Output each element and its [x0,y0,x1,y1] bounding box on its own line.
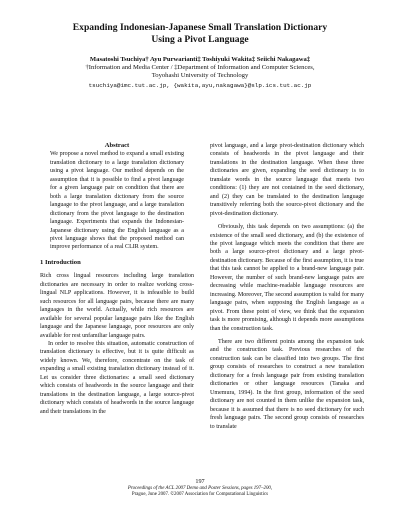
right-paragraph-1: pivot language, and a large pivot-destination dictionary which consists of headwords in the pivot language and their translations in the destination language. When these three dictionaries are given, expanding the seed dictionary is to translate words in the source language that meets two conditions: (1) they are not contained in the seed dictionary, and (2) they can be translated to the destination language transitively referring both the source-pivot dictionary and the pivot-destination dictionary. [210,143,364,217]
affiliation-line-2: Toyohashi University of Technology [151,72,249,80]
page-number: 197 [195,478,205,485]
left-column [40,142,194,416]
author-emails: tsuchiya@imc.tut.ac.jp, {wakita,ayu,nakagawa}@slp.ics.tut.ac.jp [88,82,312,89]
proceedings-footer-line-2: Prague, June 2007. ©2007 Association for Computational Linguistics [131,492,269,497]
abstract-heading: Abstract [104,142,130,149]
intro-paragraph-2: In order to resolve this situation, automatic construction of translation dictionary is effective, but it is quite difficult as widely known. We, therefore, concentrate on the task of expanding a small existing translation dictionary instead of it. Let us consider three dictionaries: a small seed dictionary which consists of headwords in the source language and their translations in the destination language, a large source-pivot dictionary which consists of headwords in the source language and their translations in the [40,340,194,415]
right-paragraph-3: There are two different points among the expansion task and the construction task. Previous researches of the construction task can be classified into two groups. The first group consists of researches to construct a new translation dictionary for a fresh language pair from existing translation dictionaries or other language resources (Tanaka and Umemura, 1994). In the first group, information of the seed dictionary are not counted in them unlike the expansion task, because it is assumed that there is no seed dictionary for such fresh language pairs. The second group consists of researches to translate [210,338,364,430]
author-list: Masatoshi Tsuchiya† Ayu Purwarianti‡ Toshiyuki Wakita‡ Seiichi Nakagawa‡ [89,56,311,63]
affiliation-line-1: †Information and Media Center / ‡Department of Information and Computer Sciences, [85,64,315,71]
paper-title [40,22,360,45]
affiliations [30,64,370,81]
title-line-2: Using a Pivot Language [151,33,249,45]
abstract-text: We propose a novel method to expand a small existing translation dictionary to a large translation dictionary using a pivot language. Our method depends on the assumption that it is possible to find a pivot language for a given language pair on condition that there are both a large translation dictionary from the source language to the pivot language, and a large translation dictionary from the pivot language to the destination language. Experiments that expands the Indonesian-Japanese dictionary using the English language as a pivot language shows that the proposed method can improve performance of a real CLIR system. [50,151,184,251]
title-line-1: Expanding Indonesian-Japanese Small Translation Dictionary [72,22,328,33]
right-column [210,142,364,431]
section-heading-introduction: 1 Introduction [40,258,81,266]
intro-paragraph-1: Rich cross lingual resources including large translation dictionaries are necessary in order to realize working cross-lingual NLP applications. However, it is infeasible to build such resources for all language pairs, because there are many languages in the world. Actually, while rich resources are available for several popular language pairs like the English language and the Japanese language, poor resources are only available for rest unfamiliar language pairs. [40,273,194,339]
right-paragraph-2: Obviously, this task depends on two assumptions: (a) the existence of the small seed dictionary, and (b) the existence of the pivot language which meets the condition that there are both a large source-pivot dictionary and a large pivot-destination dictionary. Because of the first assumption, it is true that this task cannot be applied to a brand-new language pair. However, the number of such brand-new language pairs are decreasing while machine-readable language resources are increasing. Moreover, The second assumption is valid for many language pairs, when supposing the English language as a pivot. From these point of view, we think that the expansion task is more promising, although it depends more assumptions than the construction task. [210,224,364,332]
proceedings-footer-line-1: Proceedings of the ACL 2007 Demo and Poster Sessions, pages 197–200, [127,486,273,491]
